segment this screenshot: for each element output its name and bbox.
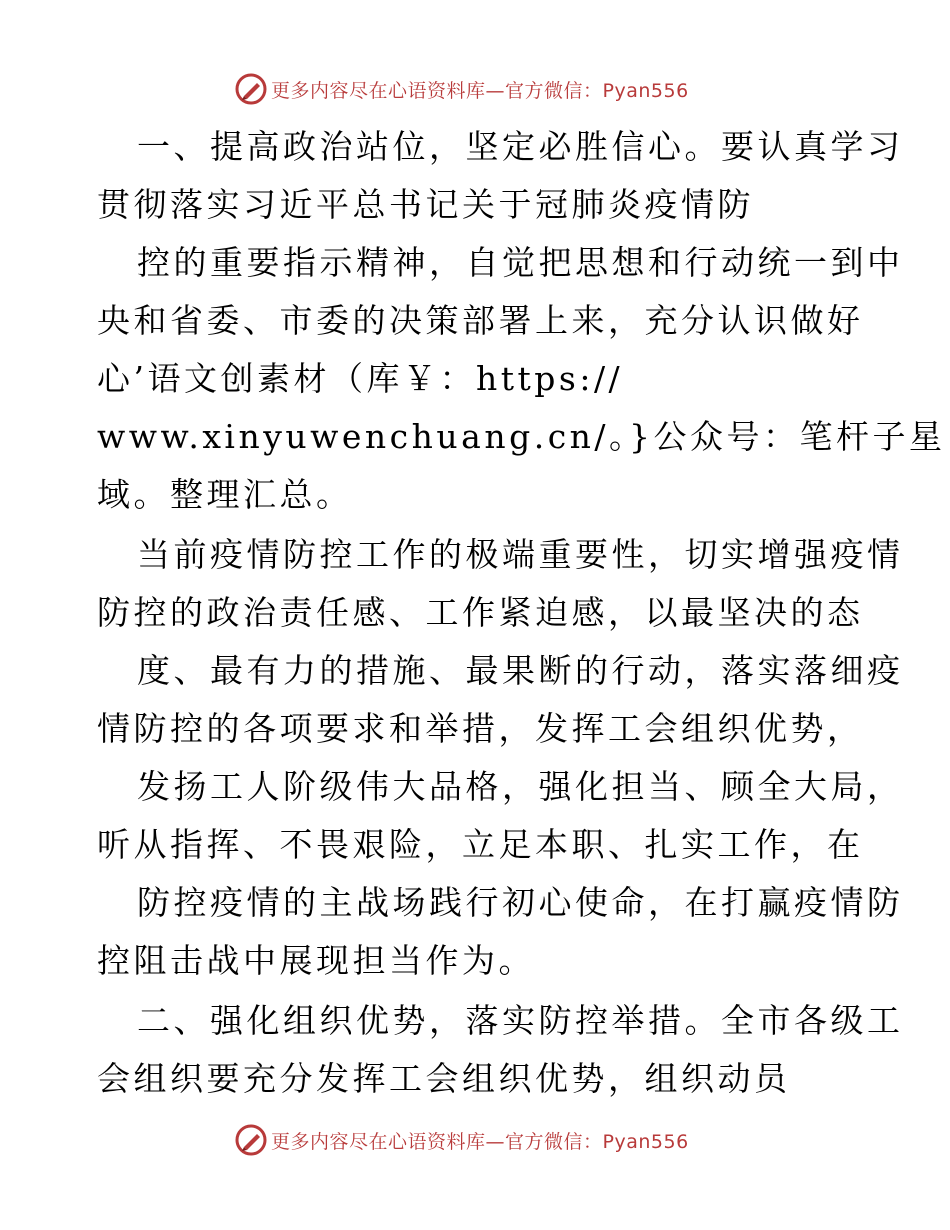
paragraph-line: 控的重要指示精神，自觉把思想和行动统一到中	[137, 243, 904, 282]
paragraph-line: 控阻击战中展现担当作为。	[97, 941, 535, 980]
paragraph-line: 央和省委、市委的决策部署上来，充分认识做好	[97, 301, 864, 340]
footer-banner-text: 更多内容尽在心语资料库—官方微信：Pyan556	[271, 1130, 689, 1153]
paragraph-line: 发扬工人阶级伟大品格，强化担当、顾全大局，	[137, 767, 904, 806]
paragraph-line: 二、强化组织优势，落实防控举措。全市各级工	[137, 1001, 904, 1040]
paragraph-line: 心’语文创素材（库￥：https://	[97, 359, 624, 398]
paragraph-line: 情防控的各项要求和举措，发挥工会组织优势，	[97, 709, 864, 748]
paragraph-line: 贯彻落实习近平总书记关于冠肺炎疫情防	[97, 185, 754, 224]
paragraph-line: 听从指挥、不畏艰险，立足本职、扎实工作，在	[97, 825, 864, 864]
paragraph-line: 防控疫情的主战场践行初心使命，在打赢疫情防	[137, 883, 904, 922]
paragraph-line: www.xinyuwenchuang.cn/。}公众号：笔杆子星	[97, 417, 946, 456]
paragraph-line: 一、提高政治站位，坚定必胜信心。要认真学习	[137, 127, 904, 166]
paragraph-line: 度、最有力的措施、最果断的行动，落实落细疫	[137, 651, 904, 690]
footer-banner	[235, 1123, 715, 1157]
header-banner-text: 更多内容尽在心语资料库—官方微信：Pyan556	[271, 79, 689, 102]
paragraph-line: 防控的政治责任感、工作紧迫感，以最坚决的态	[97, 593, 864, 632]
paragraph-line: 会组织要充分发挥工会组织优势，组织动员	[97, 1059, 791, 1098]
paragraph-line: 域。整理汇总。	[97, 475, 353, 514]
pen-logo-icon	[235, 1124, 267, 1156]
paragraph-line: 当前疫情防控工作的极端重要性，切实增强疫情	[137, 535, 904, 574]
